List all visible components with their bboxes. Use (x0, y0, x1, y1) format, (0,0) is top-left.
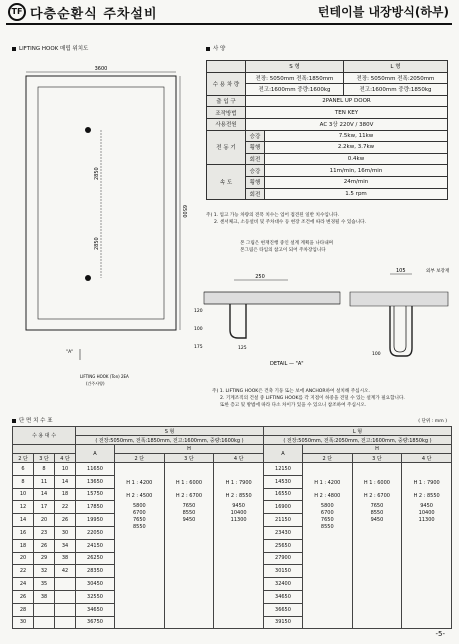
detail-dim-125: 125 (238, 346, 247, 351)
l-a-cell: 12150 (263, 463, 302, 476)
s-a-cell: 30450 (76, 578, 115, 591)
h-value: H 2 : 8550 (413, 492, 440, 499)
s-a-cell: 34650 (76, 603, 115, 616)
cap-cell: 42 (55, 565, 76, 578)
cap-cell (55, 590, 76, 603)
cap-header: 수 용 대 수 (13, 427, 76, 445)
h-value: 8550 (320, 523, 334, 530)
h-value: 8550 (182, 509, 196, 516)
h-value: 6700 (320, 509, 334, 516)
detail-caption: DETAIL — "A" (270, 361, 304, 367)
detail-label-right: 외부 보강재 (426, 269, 450, 274)
cap-cell: 22 (13, 565, 34, 578)
cap-cell: 28 (13, 603, 34, 616)
s-a-cell: 19950 (76, 514, 115, 527)
l-a-cell: 27900 (263, 552, 302, 565)
cap-cell: 14 (13, 514, 34, 527)
detail-dim-100: 100 (194, 327, 203, 332)
s-a-cell: 15750 (76, 488, 115, 501)
detail-dim-175: 175 (194, 345, 203, 350)
lifting-section-title: LIFTING HOOK 매립 위치도 (12, 44, 88, 52)
cap-cell: 35 (34, 578, 55, 591)
l-h-cell (302, 463, 352, 629)
detail-dim-100b: 100 (372, 352, 381, 357)
h-value: H 2 : 6700 (363, 492, 390, 499)
cap-cell: 23 (34, 526, 55, 539)
dim-mid: 2850 (94, 167, 100, 180)
cap-cell: 8 (13, 475, 34, 488)
hook-note: LIFTING HOOK (Ton) 2EA (80, 374, 129, 379)
h-value: 11300 (230, 516, 247, 523)
cap-cell: 18 (13, 539, 34, 552)
cap-cell: 14 (55, 475, 76, 488)
l-type-header: L 형 (263, 427, 451, 436)
h-value: 7650 (320, 516, 334, 523)
table-section-title: 단 면 치 수 표 (12, 416, 53, 424)
s-h-cell (115, 463, 165, 629)
cap-cell: 14 (34, 488, 55, 501)
l-a-cell: 39150 (263, 616, 302, 629)
unit-label: ( 단위 : mm ) (418, 419, 447, 424)
cap-cell: 20 (13, 552, 34, 565)
cap-cell: 17 (34, 501, 55, 514)
cap-cell: 26 (13, 590, 34, 603)
cap-cell: 26 (55, 514, 76, 527)
spec-notes: 주) 1. 업고 가능 차량의 전폭 치수는 업어 접견된 일반 치수입니다. 2. 센서체크, 소등설비 및 주차대수 등 현장 조건에 따라 변경될 수 있습니다. (206, 213, 367, 225)
h-value: 8550 (132, 523, 146, 530)
detail-dim-250: 250 (255, 274, 265, 280)
cap-cell: 10 (55, 463, 76, 476)
s-h-cell (214, 463, 264, 629)
l-a-cell: 21150 (263, 514, 302, 527)
bullet-icon (206, 47, 210, 51)
s-a-cell: 26250 (76, 552, 115, 565)
s-a-cell: 28350 (76, 565, 115, 578)
hook-point-upper (85, 127, 91, 133)
company-logo: TF (8, 3, 26, 21)
cap-cell: 22 (55, 501, 76, 514)
l-a-cell: 30150 (263, 565, 302, 578)
h-value: H 1 : 6000 (175, 480, 203, 486)
cap-cell: 30 (13, 616, 34, 629)
table-row (13, 463, 452, 476)
dimension-table: 수 용 대 수 S 형 L 형 ( 전장:5050mm, 전폭:1850mm, 전고:1600mm, 중량:1600kg ) ( 전장:5050mm, 전폭:2050mm, 전고:1600mm, 중량:1850kg ) A H A H 2 단 3 단 4 단 2 단 3 단 4 단 2 단 3 단 4 단 6 8 10 11650 H 1 : 4200 H 2 : 4500 5800 6700 7650 8550 H 1 : 6000 H 2 : 6700 7650 8550 9450 H 1 : 7900 H 2 : 8550 9450 10400 11300 12150 H 1 : 4200 H 2 : 4800 5800 6700 7650 8550 H 1 : 6000 H 2 : 6700 7650 8550 9450 H 1 : 7900 H 2 : 8550 9450 10400 11300 8 11 14 13650 14530 10 14 18 15750 16550 12 17 22 17850 16900 14 20 26 19950 21150 16 23 30 22050 23430 18 26 34 24150 25650 20 29 38 26250 27900 22 32 42 28350 30150 24 35 30450 32400 26 38 32550 34650 28 34650 36650 30 36750 39150 (12, 426, 452, 629)
cap-cell: 34 (55, 539, 76, 552)
h-value: 7650 (370, 502, 384, 509)
l-h-cell (402, 463, 452, 629)
h-value: 9450 (232, 502, 245, 509)
h-value: H 1 : 4200 (126, 480, 153, 486)
s-a-cell: 22050 (76, 526, 115, 539)
cap-cell (55, 603, 76, 616)
cap-cell: 18 (55, 488, 76, 501)
bullet-icon (12, 419, 16, 423)
s-a-cell: 13650 (76, 475, 115, 488)
dim-width: 3600 (94, 66, 108, 72)
cap-cell: 8 (34, 463, 55, 476)
h-value: 10400 (230, 509, 247, 516)
h-value: 9450 (420, 502, 433, 509)
detail-notes: 주) 1. LIFTING HOOK은 건축 기둥 또는 보에 ANCHOR하여 설치해 주십시오. 2. 기계조직의 건설 중 LIFTING HOOK를 각 지점이 하중을 견딜 수 있는 설계가 필요합니다. 또한 층고 및 방법에 따라 다소 차이가 있을 수 있으니 참조하여 주십시오. (212, 389, 405, 408)
lifting-hook-plan (20, 60, 190, 390)
cap-cell: 30 (55, 526, 76, 539)
h-value: 10400 (418, 509, 435, 516)
hook-note-2: (간주사양) (86, 381, 105, 386)
cap-cell: 16 (13, 526, 34, 539)
h-value: H 2 : 4500 (126, 492, 153, 499)
page-number: -5- (435, 630, 445, 638)
h-value: 5800 (320, 502, 334, 509)
spec-col-l: L 형 (343, 61, 447, 73)
s-type-header: S 형 (76, 427, 264, 436)
cap-cell (34, 603, 55, 616)
h-value: 6700 (132, 509, 146, 516)
h-value: 5800 (132, 502, 146, 509)
h-value: 11300 (418, 516, 435, 523)
cap-cell: 20 (34, 514, 55, 527)
h-value: 7650 (132, 516, 146, 523)
page-subtitle: 턴테이블 내장방식(하부) (317, 5, 449, 19)
detail-a-tag: "A" (66, 350, 74, 355)
l-a-cell: 16900 (263, 501, 302, 514)
cap-cell (55, 578, 76, 591)
spec-row-label: 수 용 차 량 (207, 72, 246, 95)
detail-left (194, 274, 340, 367)
bullet-icon (12, 47, 16, 51)
h-value: 9450 (182, 516, 196, 523)
page-title: 다층순환식 주차설비 (30, 7, 158, 22)
s-a-cell: 11650 (76, 463, 115, 476)
l-a-cell: 14530 (263, 475, 302, 488)
h-value: H 1 : 4200 (314, 480, 341, 486)
hook-point-lower (85, 275, 91, 281)
cap-cell: 24 (13, 578, 34, 591)
l-a-cell: 36650 (263, 603, 302, 616)
cap-cell: 29 (34, 552, 55, 565)
l-a-cell: 32400 (263, 578, 302, 591)
h-value: H 2 : 8550 (225, 492, 252, 499)
l-h-cell (352, 463, 402, 629)
s-a-cell: 24150 (76, 539, 115, 552)
dim-low: 2850 (94, 237, 100, 250)
header-divider (6, 23, 452, 25)
h-value: 7650 (182, 502, 196, 509)
h-value: H 2 : 4800 (314, 492, 341, 499)
s-h-cell (164, 463, 214, 629)
detail-drawing (190, 260, 452, 375)
l-a-cell: 25650 (263, 539, 302, 552)
spec-col-s: S 형 (246, 61, 344, 73)
cap-cell: 10 (13, 488, 34, 501)
detail-right (350, 267, 449, 357)
l-a-cell: 23430 (263, 526, 302, 539)
l-a-cell: 34650 (263, 590, 302, 603)
s-a-cell: 17850 (76, 501, 115, 514)
detail-dim-120: 120 (194, 309, 203, 314)
spec-section-title: 사 양 (206, 44, 225, 52)
cap-cell: 38 (55, 552, 76, 565)
h-value: H 1 : 6000 (363, 480, 390, 486)
detail-dim-105: 105 (396, 268, 406, 274)
cap-cell: 6 (13, 463, 34, 476)
dim-length: 6500 (181, 205, 187, 218)
h-value: 8550 (370, 509, 384, 516)
h-value: 9450 (370, 516, 384, 523)
s-a-cell: 32550 (76, 590, 115, 603)
s-a-cell: 36750 (76, 616, 115, 629)
cap-cell: 11 (34, 475, 55, 488)
cap-cell: 12 (13, 501, 34, 514)
detail-note: 본 그림은 현재진행 중인 설계 계획을 나타내며 본그림은 타입의 참고이 되어 주차장입니다 (240, 241, 334, 253)
h-value: H 1 : 7900 (225, 480, 252, 486)
cap-cell: 38 (34, 590, 55, 603)
cap-cell: 26 (34, 539, 55, 552)
cap-cell (55, 616, 76, 629)
h-value: H 1 : 7900 (413, 480, 440, 486)
h-value: H 2 : 6700 (175, 492, 203, 499)
cap-cell: 32 (34, 565, 55, 578)
spec-table: S 형 L 형 수 용 차 량 전장: 5050mm 전폭:1850mm 전장: 5050mm 전폭:2050mm 전고:1600mm 중량:1600kg 전고:1600mm 중량:1850kg 출 입 구 2PANEL UP DOOR 조작방법 TEN KEY 사용전원 AC 3상 220V / 380V 전 동 기 승강 7.5kw, 11kw 횡행 2.2kw, 3.7kw 회전 0.4kw 속 도 승강 11m/min, 16m/min 횡행 24m/min 회전 1.5 rpm (206, 60, 448, 200)
l-a-cell: 16550 (263, 488, 302, 501)
cap-cell (34, 616, 55, 629)
